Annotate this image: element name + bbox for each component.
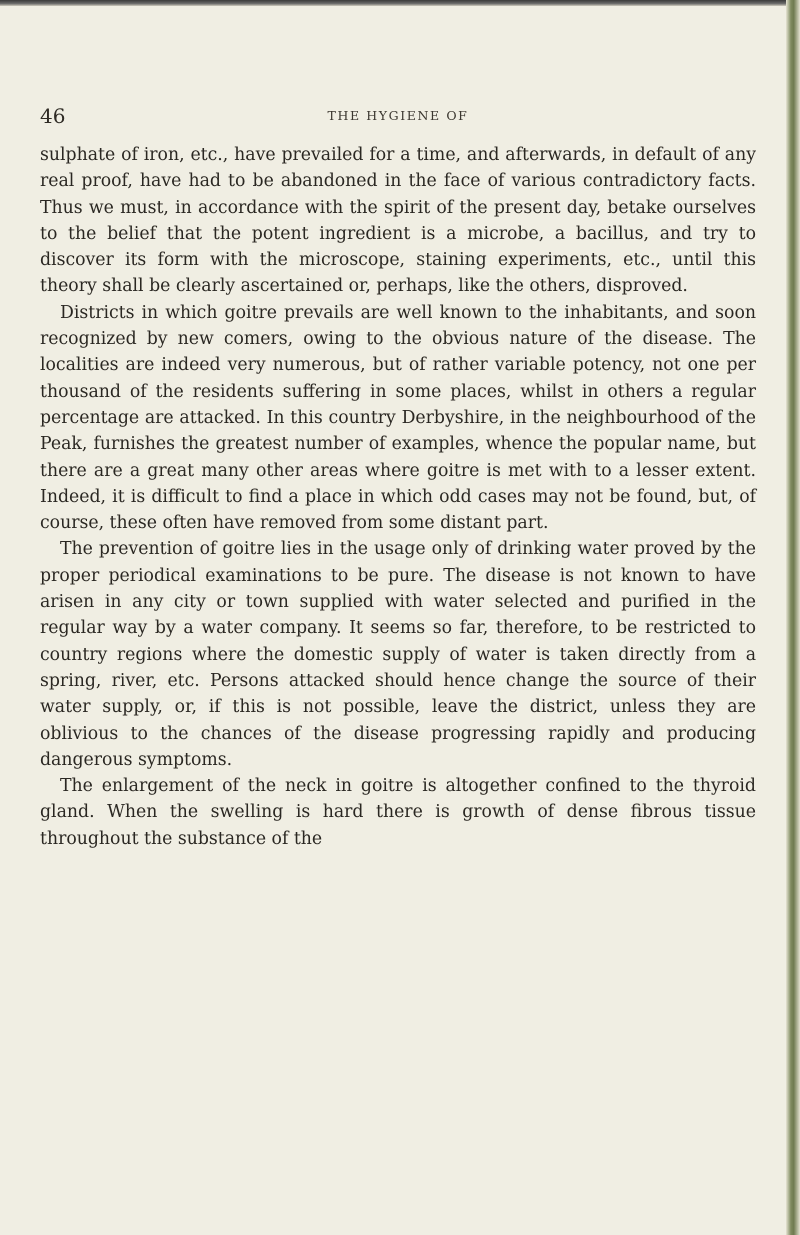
paragraph: Districts in which goitre prevails are well known to the inhabitants, and soon recognized by new comers, owing to the obvious nature of the disease. The localities are indeed very numerous, but of rather variable potency, not one per thousand of the residents suffering in some places, whilst in others a regular percentage are attacked. In this country Derbyshire, in the neighbourhood of the Peak, furnishes the greatest number of examples, whence the popular name, but there are a great many other areas where goitre is met with to a lesser extent. Indeed, it is difficult to find a place in which odd cases may not be found, but, of course, these often have removed from some distant part. — [40, 302, 756, 534]
paragraph: The prevention of goitre lies in the usage only of drinking water proved by the proper periodical examinations to be pure. The disease is not known to have arisen in any city or town supplied with water selected and purified in the regular way by a water company. It seems so far, therefore, to be restricted to country regions where the domestic supply of water is taken directly from a spring, river, etc. Persons attacked should hence change the source of their water supply, or, if this is not possible, leave the district, unless they are oblivious to the chances of the disease progressing rapidly and producing dangerous symptoms. — [40, 539, 756, 770]
paragraph: sulphate of iron, etc., have prevailed for a time, and afterwards, in default of any real proof, have had to be abandoned in the face of various contradictory facts. Thus we must, in accordance with the spirit of the present day, betake ourselves to the belief that the potent ingredient is a microbe, a bacillus, and try to discover its form with the microscope, staining experiments, etc., until this theory shall be clearly ascertained or, perhaps, like the others, disproved. — [40, 145, 756, 297]
page-number: 46 — [40, 104, 66, 128]
body-text — [40, 142, 756, 852]
paragraph: The enlargement of the neck in goitre is altogether confined to the thyroid gland. When the swelling is hard there is growth of dense fibrous tissue throughout the substance of the — [40, 776, 756, 849]
book-spine-edge — [786, 0, 800, 1235]
running-head: THE HYGIENE OF — [327, 108, 469, 123]
page-header — [40, 104, 756, 128]
